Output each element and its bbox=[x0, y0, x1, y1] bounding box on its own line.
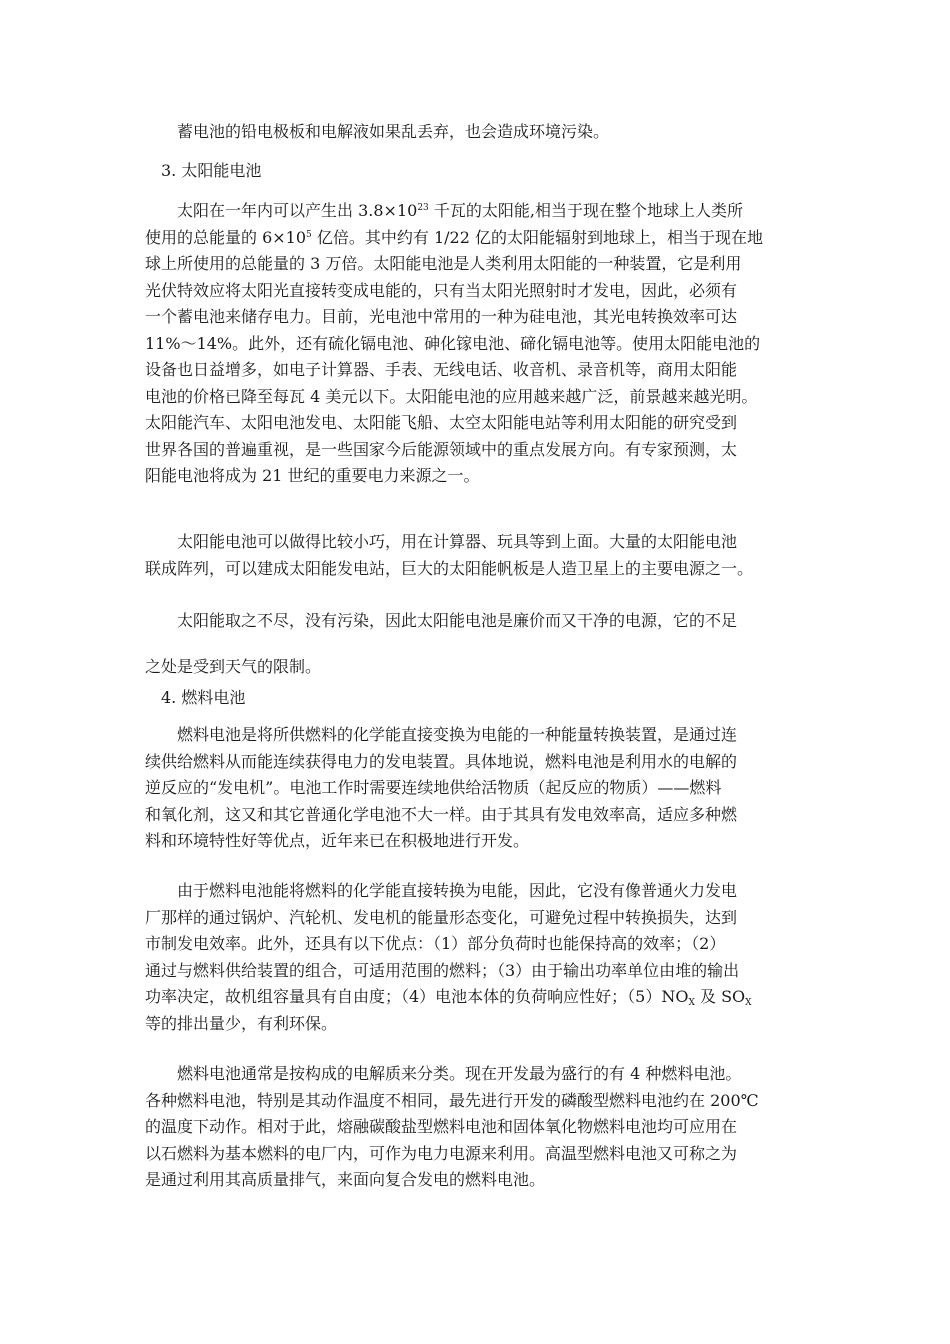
text-line: 燃料电池是将所供燃料的化学能直接变换为电能的一种能量转换装置，是通过连 bbox=[177, 725, 738, 744]
paragraph-fuel-cell-types bbox=[145, 1061, 807, 1194]
text-line: 太阳能电池可以做得比较小巧，用在计算器、玩具等到上面。大量的太阳能电池 bbox=[177, 532, 738, 551]
text-line: 是通过利用其高质量排气，来面向复合发电的燃料电池。 bbox=[145, 1170, 546, 1189]
subscript: X bbox=[688, 998, 695, 1008]
paragraph-solar-energy bbox=[145, 198, 807, 490]
text-line: 电池的价格已降至每瓦 4 美元以下。太阳能电池的应用越来越广泛，前景越来越光明。 bbox=[145, 386, 758, 406]
paragraph-fuel-cell-intro bbox=[145, 722, 807, 855]
text-line: 燃料电池通常是按构成的电解质来分类。现在开发最为盛行的有 4 种燃料电池。 bbox=[177, 1064, 742, 1083]
text-line: 等的排出量少，有利环保。 bbox=[145, 1013, 338, 1033]
text-line: 和氧化剂，这又和其它普通化学电池不大一样。由于其具有发电效率高，适应多种燃 bbox=[145, 804, 738, 824]
superscript: 5 bbox=[306, 229, 312, 240]
section-heading-fuel-cell: 4. 燃料电池 bbox=[161, 688, 246, 707]
text-line: 阳能电池将成为 21 世纪的重要电力来源之一。 bbox=[145, 466, 480, 485]
text-line: 太阳能取之不尽，没有污染，因此太阳能电池是廉价而又干净的电源，它的不足 bbox=[177, 611, 738, 630]
text-span: 及 SO bbox=[694, 987, 746, 1006]
text-line: 设备也日益增多，如电子计算器、手表、无线电话、收音机、录音机等，商用太阳能 bbox=[145, 360, 738, 379]
text-line: 世界各国的普遍重视，是一些国家今后能源领域中的重点发展方向。有专家预测，太 bbox=[145, 439, 738, 459]
section-heading-solar-cell: 3. 太阳能电池 bbox=[161, 161, 262, 180]
text-line: 联成阵列，可以建成太阳能发电站，巨大的太阳能帆板是人造卫星上的主要电源之一。 bbox=[145, 558, 754, 578]
text-span: 亿倍。其中约有 1/22 亿的太阳能辐射到地球上，相当于现在地 bbox=[311, 227, 763, 247]
text-span: 千瓦的太阳能,相当于现在整个地球上人类所 bbox=[428, 201, 743, 220]
text-line: 光伏特效应将太阳光直接转变成电能的，只有当太阳光照射时才发电，因此，必须有 bbox=[145, 280, 738, 300]
text-line: 之处是受到天气的限制。 bbox=[145, 657, 322, 676]
text-span: 使用的总能量的 6×10 bbox=[145, 227, 307, 247]
text-line: 以石燃料为基本燃料的电厂内，可作为电力电源来利用。高温型燃料电池又可称之为 bbox=[145, 1143, 738, 1163]
text-line: 由于燃料电池能将燃料的化学能直接转换为电能，因此，它没有像普通火力发电 bbox=[177, 881, 738, 900]
text-line: 续供给燃料从而能连续获得电力的发电装置。具体地说，燃料电池是利用水的电解的 bbox=[145, 751, 738, 771]
text-line: 11%～14%。此外，还有硫化镉电池、砷化镓电池、碲化镉电池等。使用太阳能电池的 bbox=[145, 333, 761, 353]
paragraph-solar-small bbox=[145, 529, 807, 582]
text-line: 一个蓄电池来储存电力。目前，光电池中常用的一种为硅电池，其光电转换效率可达 bbox=[145, 307, 738, 326]
superscript: 23 bbox=[417, 203, 429, 213]
text-line: 太阳能汽车、太阳电池发电、太阳能飞船、太空太阳能电站等利用太阳能的研究受到 bbox=[145, 413, 738, 432]
text-line: 市制发电效率。此外，还具有以下优点：（1）部分负荷时也能保持高的效率；（2） bbox=[145, 934, 726, 953]
subscript: X bbox=[745, 998, 752, 1008]
text-line: 逆反应的“发电机”。电池工作时需要连续地供给活物质（起反应的物质）——燃料 bbox=[145, 778, 722, 797]
text-line: 厂那样的通过锅炉、汽轮机、发电机的能量形态变化，可避免过程中转换损失，达到 bbox=[145, 907, 738, 927]
text-span: 太阳在一年内可以产生出 3.8×10 bbox=[177, 201, 418, 220]
text-span: 功率决定，故机组容量具有自由度；（4）电池本体的负荷响应性好；（5）NO bbox=[145, 987, 689, 1006]
text-line bbox=[145, 984, 807, 1011]
paragraph-solar-limitation bbox=[145, 598, 807, 690]
text-line bbox=[145, 225, 807, 252]
paragraph-fuel-cell-advantages bbox=[145, 878, 807, 1037]
text-line: 通过与燃料供给装置的组合，可适用范围的燃料；（3）由于输出功率单位由堆的输出 bbox=[145, 960, 740, 980]
text-line bbox=[145, 198, 807, 225]
text-line: 各种燃料电池，特别是其动作温度不相同，最先进行开发的磷酸型燃料电池约在 200℃ bbox=[145, 1090, 759, 1110]
text-line: 球上所使用的总能量的 3 万倍。太阳能电池是人类利用太阳能的一种装置，它是利用 bbox=[145, 254, 742, 273]
text-line: 的温度下动作。相对于此，熔融碳酸盐型燃料电池和固体氧化物燃料电池均可应用在 bbox=[145, 1117, 738, 1136]
paragraph-battery-pollution bbox=[145, 119, 807, 146]
text-line: 料和环境特性好等优点，近年来已在积极地进行开发。 bbox=[145, 831, 530, 850]
text-line: 蓄电池的铅电极板和电解液如果乱丢弃，也会造成环境污染。 bbox=[177, 122, 610, 141]
